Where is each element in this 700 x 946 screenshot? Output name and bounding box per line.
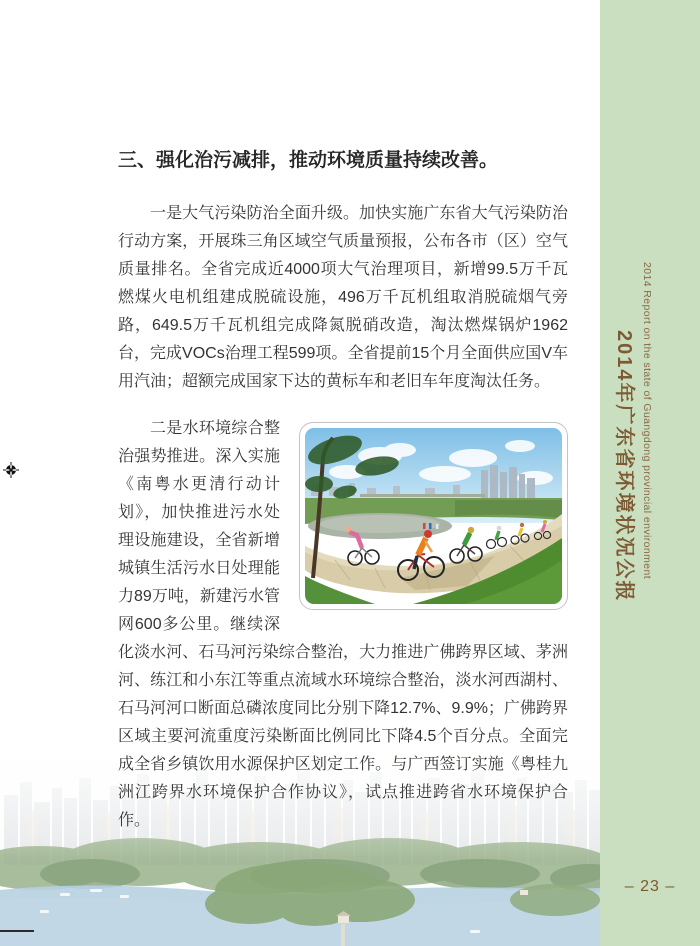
registration-mark-icon (3, 462, 19, 478)
section-heading: 三、强化治污减排，推动环境质量持续改善。 (118, 150, 499, 171)
trim-mark (0, 930, 34, 932)
sidebar-title-en: 2014 Report on the state of Guangdong provincial environment (641, 262, 653, 580)
paragraph-water-text: 二是水环境综合整治强势推进。深入实施《南粤水更清行动计划》，加快推进污水处理设施建设，全省新增城镇生活污水日处理能力89万吨，新建污水管网600多公里。继续深化淡水河、石马河污染综合整治，大力推进广佛跨界区域、茅洲河、练江和小东江等重点流域水环境综合整治，淡水河西湖村、石马河河口断面总磷浓度同比分别下降12.7%、9.9%；广佛跨界区域主要河流重度污染断面比例同比下降4.5个百分点。全面完成全省乡镇饮用水源保护区划定工作。与广西签订实施《粤桂九洲江跨界水环境保护合作协议》，试点推进跨省水环境保护合作。 (118, 420, 568, 829)
page-number: – 23 – (624, 878, 676, 895)
content-area (118, 146, 568, 835)
photo-frame (299, 422, 568, 610)
sidebar (600, 0, 700, 946)
paragraph-water-environment (118, 415, 568, 835)
cycling-park-photo (305, 428, 562, 604)
paragraph-air-pollution: 一是大气污染防治全面升级。加快实施广东省大气污染防治行动方案，开展珠三角区域空气质量预报，公布各市（区）空气质量排名。全省完成近4000项大气治理项目，新增99.5万千瓦燃煤火电机组建成脱硫设施，496万千瓦机组取消脱硫烟气旁路，649.5万千瓦机组完成降氮脱硝改造，淘汰燃煤锅炉1962台，完成VOCs治理工程599项。全省提前15个月全面供应国V车用汽油；超额完成国家下达的黄标车和老旧车年度淘汰任务。 (118, 205, 568, 390)
inline-photo-figure (299, 422, 568, 610)
sidebar-title-cn: 2014年广东省环境状况公报 (613, 330, 635, 603)
